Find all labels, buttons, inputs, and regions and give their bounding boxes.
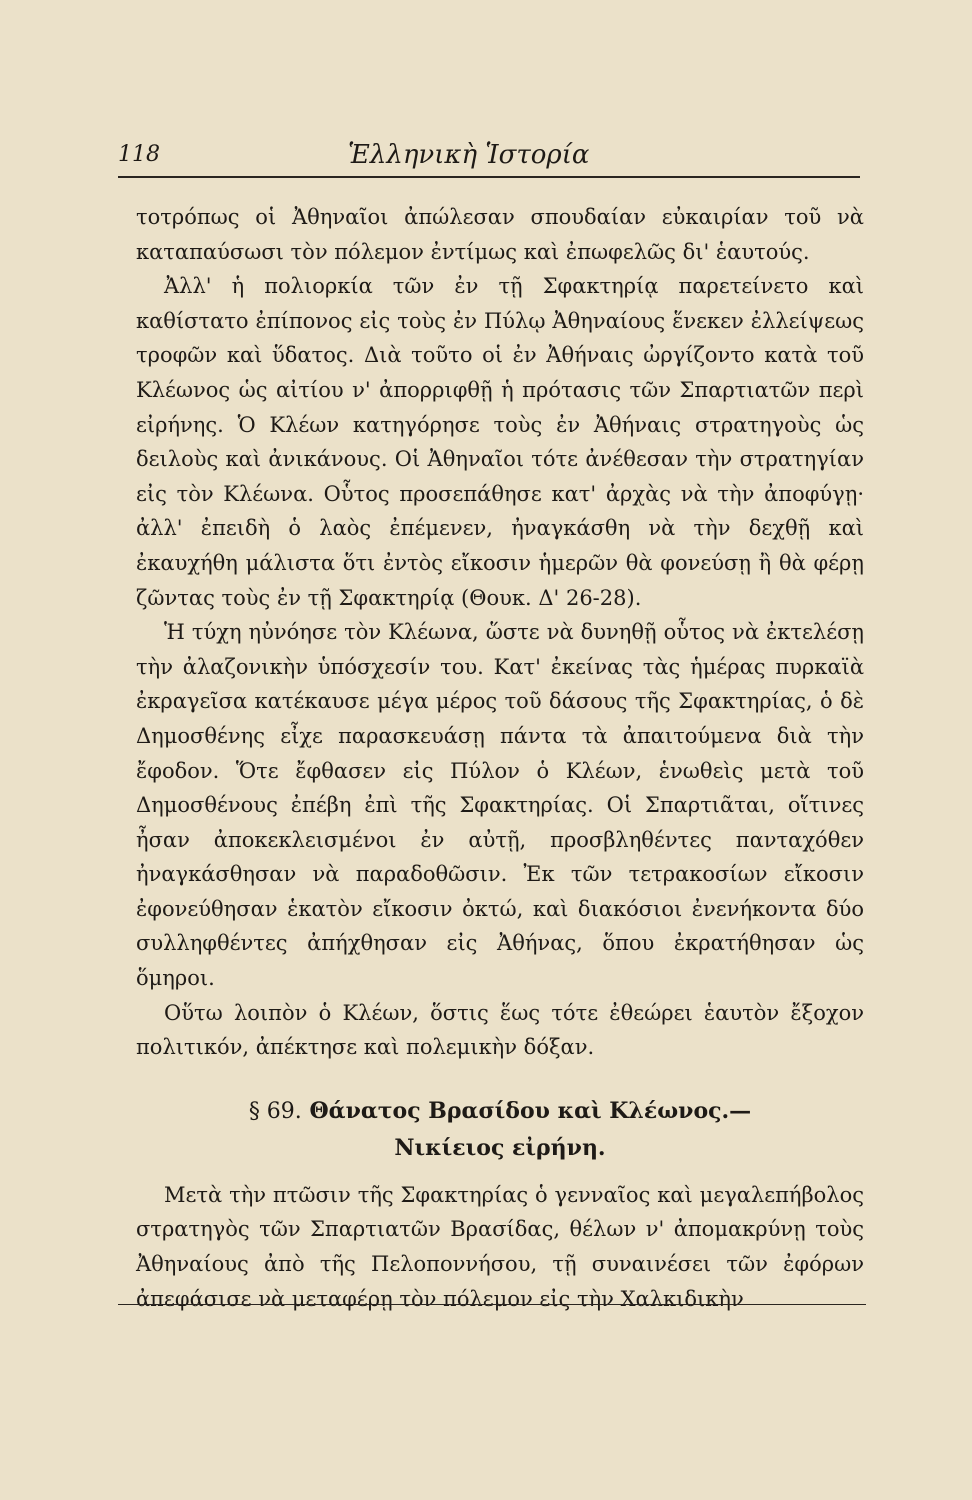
- section-number: § 69.: [248, 1098, 302, 1124]
- section-heading: [136, 1093, 864, 1166]
- running-title: Ἑλληνικὴ Ἱστορία: [348, 140, 590, 170]
- header-rule: [118, 176, 860, 178]
- paragraph-2: Ἀλλ' ἡ πολιορκία τῶν ἐν τῇ Σφακτηρίᾳ παρετείνετο καὶ καθίστατο ἐπίπονος εἰς τοὺς ἐν Πύλῳ Ἀθηναίους ἕνεκεν ἐλλείψεως τροφῶν καὶ ὕδατος. Διὰ τοῦτο οἱ ἐν Ἀθήναις ὠργίζοντο κατὰ τοῦ Κλέωνος ὡς αἰτίου ν' ἀπορριφθῇ ἡ πρότασις τῶν Σπαρτιατῶν περὶ εἰρήνης. Ὁ Κλέων κατηγόρησε τοὺς ἐν Ἀθήναις στρατηγοὺς ὡς δειλοὺς καὶ ἀνικάνους. Οἱ Ἀθηναῖοι τότε ἀνέθεσαν τὴν στρατηγίαν εἰς τὸν Κλέωνα. Οὗτος προσεπάθησε κατ' ἀρχὰς νὰ τὴν ἀποφύγῃ· ἀλλ' ἐπειδὴ ὁ λαὸς ἐπέμενεν, ἠναγκάσθη νὰ τὴν δεχθῇ καὶ ἐκαυχήθη μάλιστα ὅτι ἐντὸς εἴκοσιν ἡμερῶν θὰ φονεύσῃ ἢ θὰ φέρῃ ζῶντας τοὺς ἐν τῇ Σφακτηρίᾳ (Θουκ. Δ' 26-28).: [136, 274, 864, 610]
- body-text: [136, 200, 864, 1316]
- paragraph-1: τοτρόπως οἱ Ἀθηναῖοι ἀπώλεσαν σπουδαίαν εὐκαιρίαν τοῦ νὰ καταπαύσωσι τὸν πόλεμον ἐντίμως καὶ ἐπωφελῶς δι' ἑαυτούς.: [136, 205, 864, 264]
- paragraph-3: Ἡ τύχη ηὐνόησε τὸν Κλέωνα, ὥστε νὰ δυνηθῇ οὗτος νὰ ἐκτελέσῃ τὴν ἀλαζονικὴν ὑπόσχεσίν του. Κατ' ἐκείνας τὰς ἡμέρας πυρκαϊὰ ἐκραγεῖσα κατέκαυσε μέγα μέρος τοῦ δάσους τῆς Σφακτηρίας, ὁ δὲ Δημοσθένης εἶχε παρασκευάσῃ πάντα τὰ ἀπαιτούμενα διὰ τὴν ἔφοδον. Ὅτε ἔφθασεν εἰς Πύλον ὁ Κλέων, ἑνωθεὶς μετὰ τοῦ Δημοσθένους ἐπέβη ἐπὶ τῆς Σφακτηρίας. Οἱ Σπαρτιᾶται, οἵτινες ἦσαν ἀποκεκλεισμένοι ἐν αὐτῇ, προσβληθέντες πανταχόθεν ἠναγκάσθησαν νὰ παραδοθῶσιν. Ἐκ τῶν τετρακοσίων εἴκοσιν ἐφονεύθησαν ἑκατὸν εἴκοσιν ὀκτώ, καὶ διακόσιοι ἐνενήκοντα δύο συλληφθέντες ἀπήχθησαν εἰς Ἀθήνας, ὅπου ἐκρατήθησαν ὡς ὅμηροι.: [136, 620, 864, 991]
- page-header: [118, 140, 860, 180]
- page-number: 118: [118, 142, 160, 167]
- bottom-rule: [118, 1304, 866, 1305]
- paragraph-4: Οὕτω λοιπὸν ὁ Κλέων, ὅστις ἕως τότε ἐθεώρει ἑαυτὸν ἔξοχον πολιτικόν, ἀπέκτησε καὶ πολεμικὴν δόξαν.: [136, 1000, 864, 1060]
- section-title-line-2: Νικίειος εἰρήνη.: [394, 1134, 606, 1161]
- section-title-line-1: Θάνατος Βρασίδου καὶ Κλέωνος.—: [309, 1097, 752, 1124]
- section-heading-line-1: [136, 1093, 864, 1130]
- section-paragraph: Μετὰ τὴν πτῶσιν τῆς Σφακτηρίας ὁ γενναῖος καὶ μεγαλεπήβολος στρατηγὸς τῶν Σπαρτιατῶν Βρασίδας, θέλων ν' ἀπομακρύνῃ τοὺς Ἀθηναίους ἀπὸ τῆς Πελοποννήσου, τῇ συναινέσει τῶν ἐφόρων ἀπεφάσισε νὰ μεταφέρῃ τὸν πόλεμον εἰς τὴν Χαλκιδικὴν: [136, 1182, 864, 1311]
